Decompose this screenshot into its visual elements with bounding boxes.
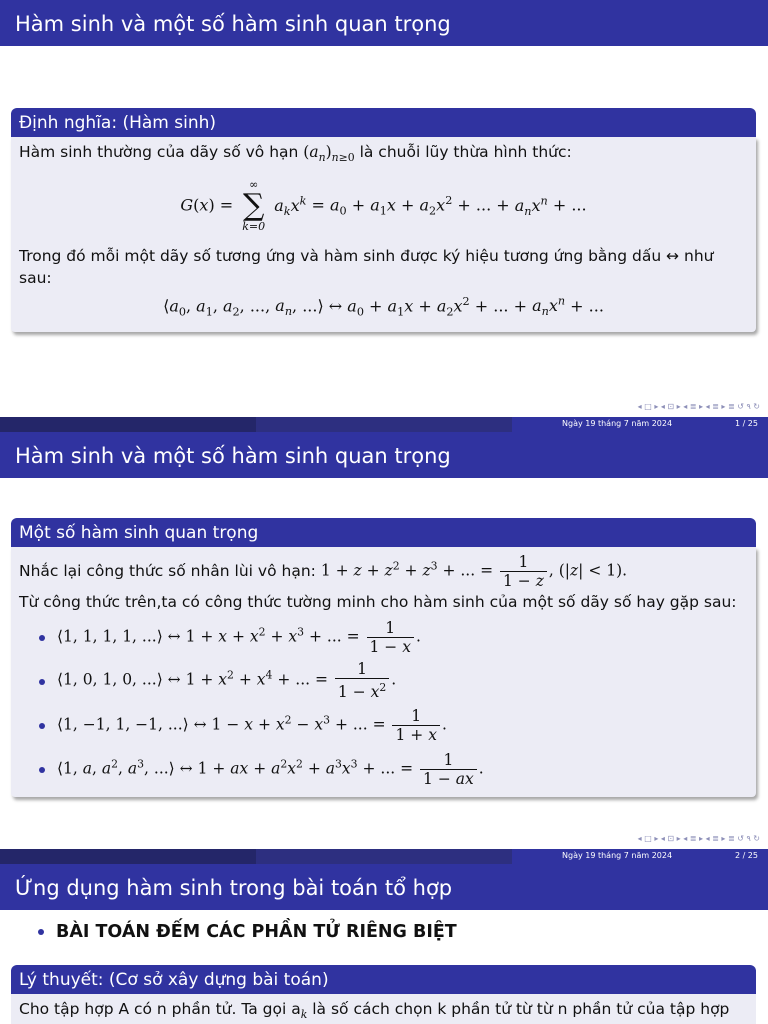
- block-body: [11, 137, 756, 332]
- footer-date: Ngày 19 tháng 7 năm 2024: [562, 419, 673, 428]
- section-item: BÀI TOÁN ĐẾM CÁC PHẦN TỬ RIÊNG BIỆT: [38, 922, 457, 942]
- important-functions-block: [11, 518, 756, 797]
- block-title: Định nghĩa: (Hàm sinh): [11, 108, 756, 137]
- generating-function-formula: G(x) = ∞ ∑ k=0 $a_kx^k = a_0 + a_1x + a_2x^2$ + ... + $a_nx^n$ + ...: [180, 178, 587, 234]
- explanation-text: Từ công thức trên,ta có công thức tường minh cho hàm sinh của một số dãy số hay gặp sau:: [19, 593, 737, 611]
- block-body: Cho tập hợp A có n phần tử. Ta gọi $a_k$ là số cách chọn k phần tử từ từ n phần tử của tập hợp: [11, 994, 756, 1024]
- slide-title: Hàm sinh và một số hàm sinh quan trọng: [0, 0, 768, 46]
- notation-text: Trong đó mỗi một dãy số tương ứng và hàm sinh được ký hiệu tương ứng bằng dấu ↔ như sau:: [19, 247, 714, 288]
- definition-text: Hàm sinh thường của dãy số vô hạn $(a_n)_{n\ge 0}$ là chuỗi lũy thừa hình thức:: [19, 143, 572, 165]
- theory-block: [11, 965, 756, 1024]
- block-title: Lý thuyết: (Cơ sở xây dựng bài toán): [11, 965, 756, 994]
- block-body: [11, 547, 756, 797]
- list-item: ⟨1, −1, 1, −1, ...⟩ ↔ $1 - x + x^2 - x^3$ + ... = $\frac{1}{1 + x}$ .: [37, 703, 748, 747]
- slide-2: [0, 432, 768, 850]
- list-item: ⟨1, 0, 1, 0, ...⟩ ↔ $1 + x^2 + x^4$ + ... = $\frac{1}{1 - x^2}$ .: [37, 659, 748, 703]
- geometric-series-line: Nhắc lại công thức số nhân lùi vô hạn: $1 + z + z^2 + z^3$ + ... = $\frac{1}{1 - z}$ , (|z| < 1).: [19, 552, 628, 590]
- footer-date: Ngày 19 tháng 7 năm 2024: [562, 851, 673, 860]
- slide-title: Hàm sinh và một số hàm sinh quan trọng: [0, 432, 768, 478]
- generating-function-list: [19, 615, 748, 791]
- slide-title: Ứng dụng hàm sinh trong bài toán tổ hợp: [0, 864, 768, 910]
- definition-block: [11, 108, 756, 332]
- beamer-navigation[interactable]: ◂ □ ▸ ◂ ⊡ ▸ ◂ ≣ ▸ ◂ ≣ ▸ ≣ ↺ ۹ ↻: [637, 834, 760, 843]
- notation-formula: $⟨a_0$, $a_1$, $a_2$, ..., $a_n$, ...⟩ ↔ $a_0 + a_1x + a_2x^2$ + ... + $a_nx^n$ + ...: [163, 295, 604, 319]
- slide-footer-2: [0, 849, 768, 864]
- list-item: ⟨1, 1, 1, 1, ...⟩ ↔ $1 + x + x^2 + x^3$ + ... = $\frac{1}{1 - x}$ .: [37, 615, 748, 659]
- slide-footer-1: [0, 417, 768, 432]
- footer-page-number: 2 / 25: [734, 851, 758, 860]
- slide-1: [0, 0, 768, 418]
- list-item: ⟨1, a, $a^2$, $a^3$, ...⟩ ↔ 1 + ax + $a^2x^2 + a^3x^3$ + ... = $\frac{1}{1 - ax}$ .: [37, 747, 748, 791]
- bullet-icon: [38, 929, 44, 935]
- footer-page-number: 1 / 25: [734, 419, 758, 428]
- slide-3: [0, 864, 768, 1024]
- beamer-navigation[interactable]: ◂ □ ▸ ◂ ⊡ ▸ ◂ ≣ ▸ ◂ ≣ ▸ ≣ ↺ ۹ ↻: [637, 402, 760, 411]
- block-title: Một số hàm sinh quan trọng: [11, 518, 756, 547]
